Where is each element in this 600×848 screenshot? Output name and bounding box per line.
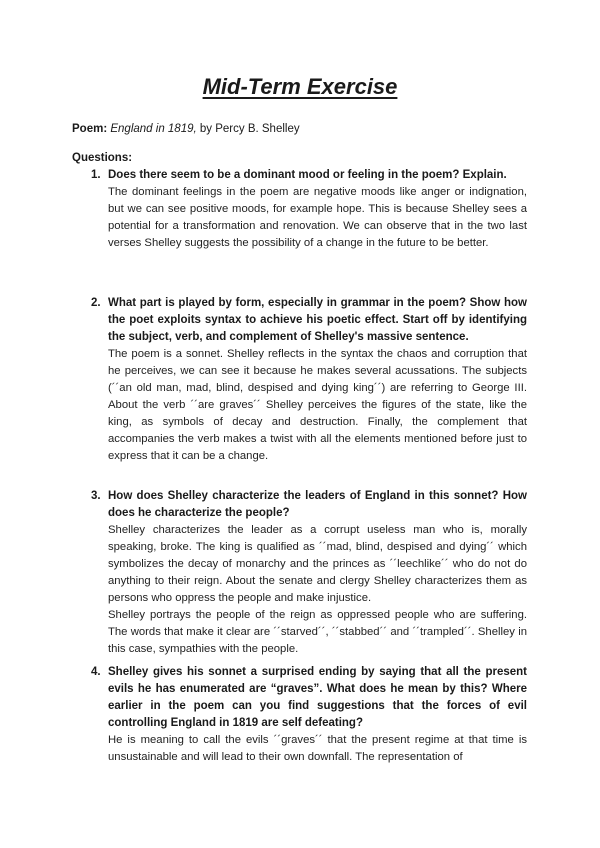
- poem-work: England in 1819,: [110, 123, 197, 135]
- page-title: Mid-Term Exercise: [202, 74, 398, 99]
- poem-line: [72, 121, 300, 138]
- question-text: How does Shelley characterize the leaders of England in this sonnet? How does he characterize the people?: [108, 490, 527, 519]
- answer-paragraph: Shelley characterizes the leader as a corrupt useless man who is, morally speaking, broke. The king is qualified as ´´mad, blind, despised and dying´´ which symbolizes the decay of monarchy and the princes as ´´leechlike´´ who do not do anything to their reign. About the senate and clergy Shelley characterizes them as persons who oppress the people and make injustice.: [108, 524, 527, 604]
- questions-heading: Questions:: [72, 152, 133, 164]
- question-number: 2.: [91, 297, 101, 309]
- question-item-4: [91, 664, 527, 766]
- question-item-1: [91, 167, 527, 252]
- question-number: 3.: [91, 490, 101, 502]
- question-item-3: [91, 488, 527, 658]
- question-text: Shelley gives his sonnet a surprised ending by saying that all the present evils he has enumerated are “graves”. What does he mean by this? Where earlier in the poem can you find suggestions that the forces of evil controlling England in 1819 are self defeating?: [108, 666, 527, 729]
- answer-paragraph: The dominant feelings in the poem are negative moods like anger or indignation, but we can see positive moods, for example hope. This is because Shelley sees a potential for a transformation and renovation. We can observe that in the two last verses Shelley suggests the possibility of a change in the future to be better.: [108, 186, 527, 249]
- question-number: 1.: [91, 169, 101, 181]
- answer-paragraph: The poem is a sonnet. Shelley reflects in the syntax the chaos and corruption that he perceives, we can see it because he makes several acussations. The subjects (´´an old man, mad, blind, despised and dying king´´) are referring to George III. About the verb ´´are graves´´ Shelley perceives the figures of the state, like the king, as symbols of decay and destruction. Finally, the complement that accompanies the verb makes a twist with all the elements mentioned before just to express that it can be a change.: [108, 348, 527, 462]
- question-item-2: [91, 295, 527, 465]
- question-text: What part is played by form, especially in grammar in the poem? Show how the poet exploits syntax to achieve his poetic effect. Start off by identifying the subject, verb, and complement of Shelley's massive sentence.: [108, 297, 527, 343]
- answer-paragraph: Shelley portrays the people of the reign as oppressed people who are suffering. The words that make it clear are ´´starved´´, ´´stabbed´´ and ´´trampled´´. Shelley in this case, sympathies with the people.: [108, 609, 527, 655]
- answer-paragraph: He is meaning to call the evils ´´graves´´ that the present regime at that time is unsustainable and will lead to their own downfall. The representation of: [108, 734, 527, 763]
- poem-author: by Percy B. Shelley: [199, 123, 300, 135]
- question-number: 4.: [91, 666, 101, 678]
- poem-label: Poem:: [72, 123, 108, 135]
- question-text: Does there seem to be a dominant mood or feeling in the poem? Explain.: [108, 169, 507, 181]
